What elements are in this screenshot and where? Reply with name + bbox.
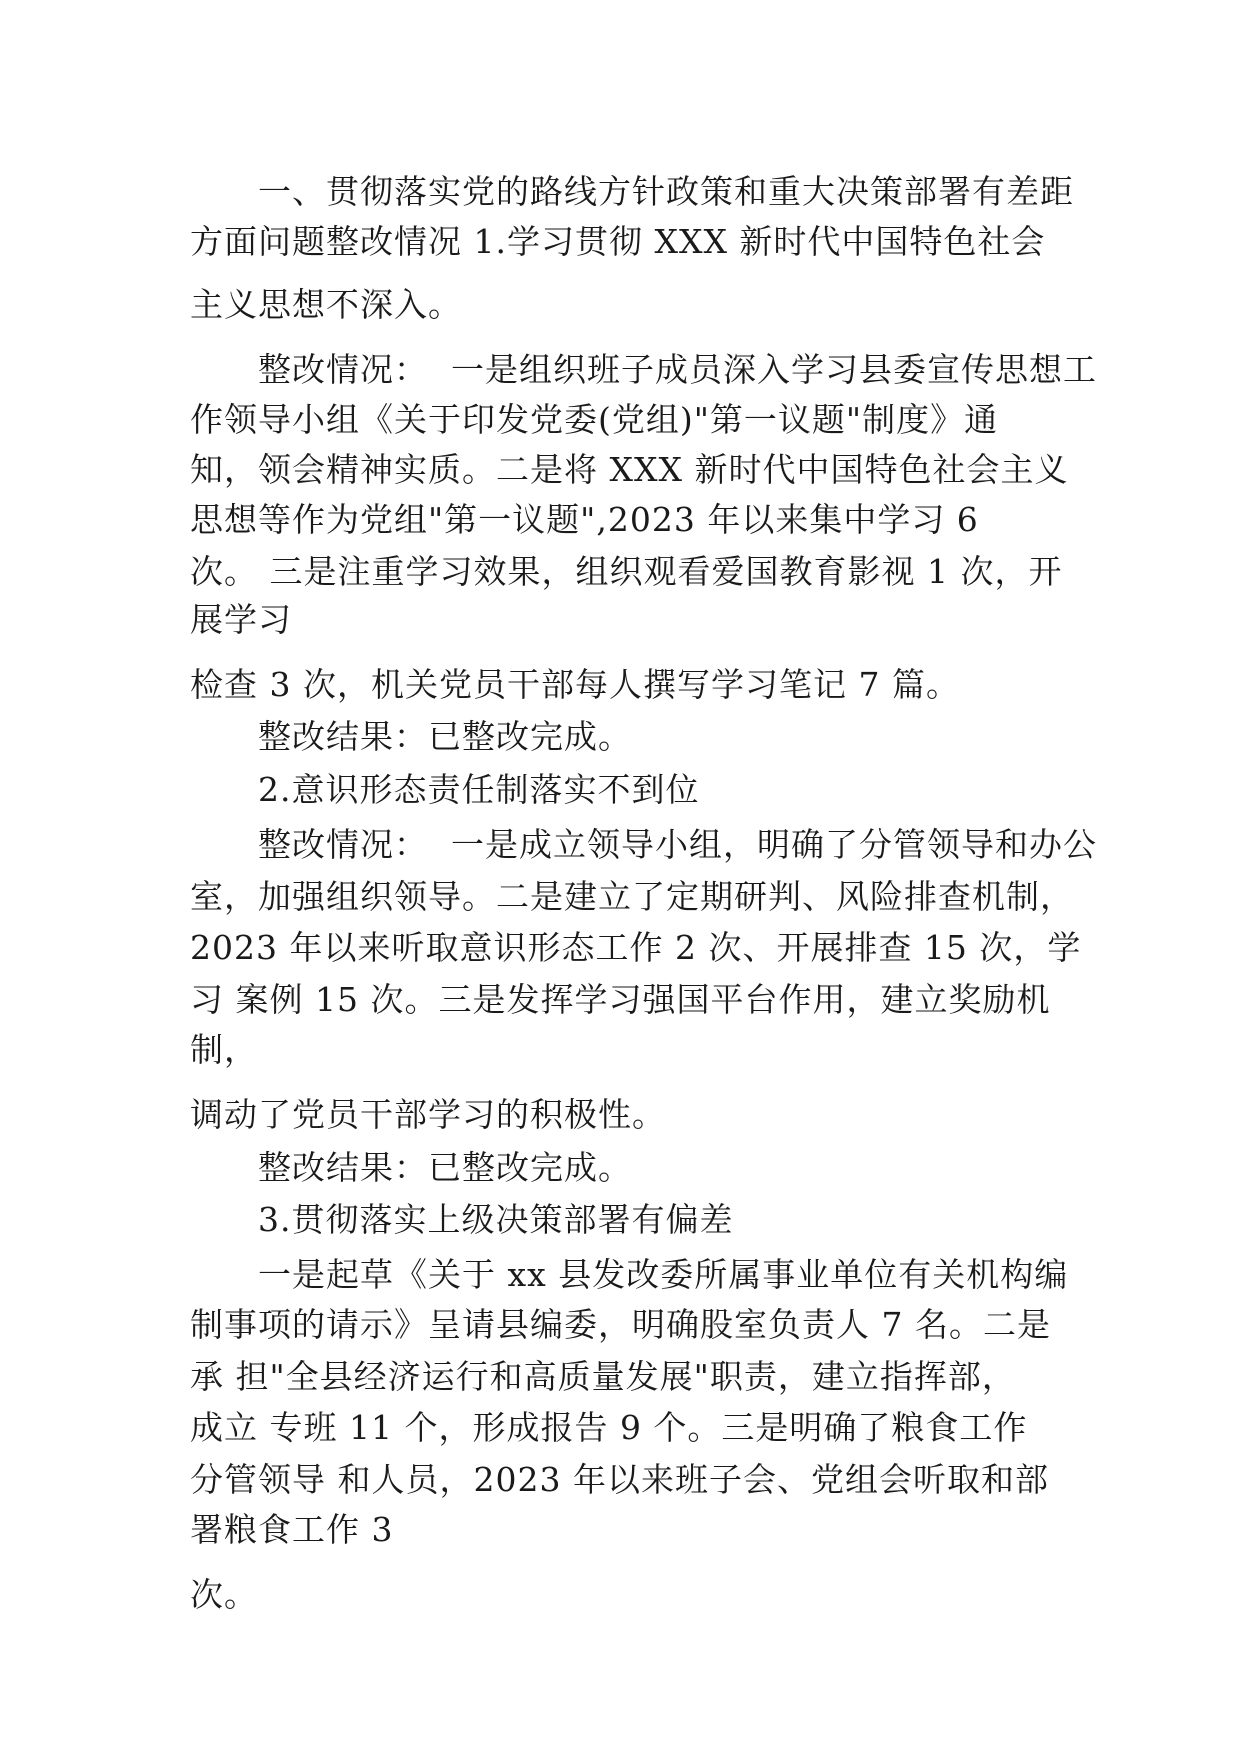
paragraph-4-line-1: 一是起草《关于 xx 县发改委所属事业单位有关机构编 (258, 1255, 1069, 1294)
paragraph-1-line-2: 方面问题整改情况 1.学习贯彻 XXX 新时代中国特色社会 (190, 222, 1046, 261)
paragraph-4-line-5: 分管领导 和人员，2023 年以来班子会、党组会听取和部 (190, 1460, 1049, 1499)
paragraph-3-line-6: 调动了党员干部学习的积极性。 (190, 1095, 666, 1134)
paragraph-3-line-4: 习 案例 15 次。三是发挥学习强国平台作用，建立奖励机 (190, 980, 1051, 1019)
section-heading-2: 2.意识形态责任制落实不到位 (258, 770, 700, 809)
paragraph-2-line-3: 知，领会精神实质。二是将 XXX 新时代中国特色社会主义 (190, 450, 1069, 489)
paragraph-4-line-4: 成立 专班 11 个，形成报告 9 个。三是明确了粮食工作 (190, 1408, 1028, 1447)
paragraph-4-line-3: 承 担"全县经济运行和高质量发展"职责，建立指挥部， (190, 1357, 1016, 1396)
paragraph-1-line-1: 一、贯彻落实党的路线方针政策和重大决策部署有差距 (258, 172, 1074, 211)
rectification-result-2: 整改结果：已整改完成。 (258, 1148, 632, 1187)
paragraph-2-line-2: 作领导小组《关于印发党委(党组)"第一议题"制度》通 (190, 400, 999, 439)
paragraph-4-line-6: 署粮食工作 3 (190, 1510, 394, 1549)
paragraph-2-line-6: 展学习 (190, 600, 292, 639)
paragraph-4-line-2: 制事项的请示》呈请县编委，明确股室负责人 7 名。二是 (190, 1305, 1051, 1344)
rectification-result-1: 整改结果：已整改完成。 (258, 717, 632, 756)
paragraph-2-line-4: 思想等作为党组"第一议题",2023 年以来集中学习 6 (190, 500, 979, 539)
paragraph-3-line-1: 整改情况： 一是成立领导小组，明确了分管领导和办公 (258, 825, 1097, 864)
paragraph-2-line-5: 次。 三是注重学习效果，组织观看爱国教育影视 1 次，开 (190, 552, 1063, 591)
paragraph-2-line-7: 检查 3 次，机关党员干部每人撰写学习笔记 7 篇。 (190, 665, 960, 704)
paragraph-3-line-3: 2023 年以来听取意识形态工作 2 次、开展排查 15 次，学 (190, 928, 1082, 967)
paragraph-2-line-1: 整改情况： 一是组织班子成员深入学习县委宣传思想工 (258, 350, 1097, 389)
paragraph-3-line-2: 室，加强组织领导。二是建立了定期研判、风险排查机制， (190, 877, 1074, 916)
paragraph-3-line-5: 制， (190, 1030, 258, 1069)
paragraph-1-line-3: 主义思想不深入。 (190, 285, 462, 324)
section-heading-3: 3.贯彻落实上级决策部署有偏差 (258, 1200, 734, 1239)
paragraph-4-line-7: 次。 (190, 1575, 258, 1614)
